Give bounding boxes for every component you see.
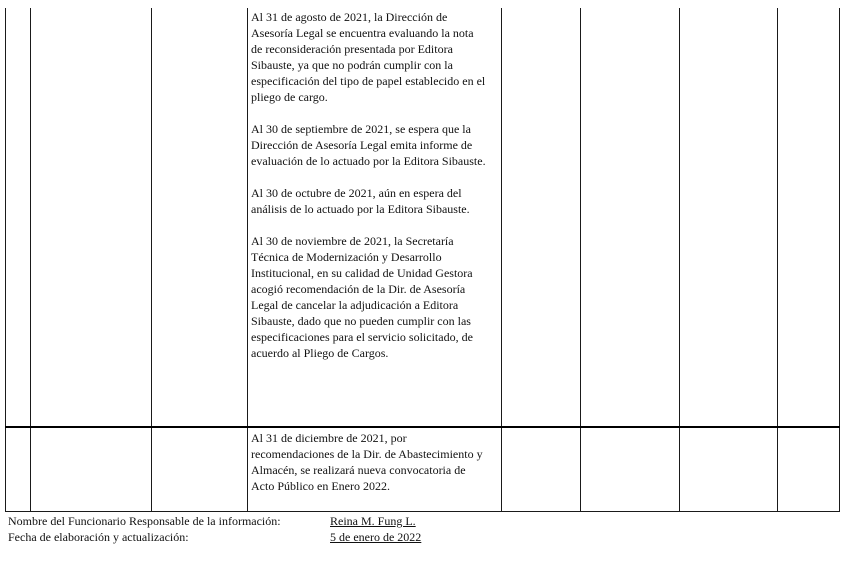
column-border [247, 8, 248, 512]
column-border [501, 8, 502, 512]
responsible-label: Nombre del Funcionario Responsable de la información: [8, 514, 281, 528]
status-cell-row-1 [251, 9, 501, 361]
date-value: 5 de enero de 2022 [330, 530, 422, 544]
column-border [5, 8, 6, 512]
status-cell-row-2 [251, 430, 501, 494]
status-paragraph: Al 30 de noviembre de 2021, la Secretaría Técnica de Modernización y Desarrollo Institucional, en su calidad de Unidad Gestora acogió recomendación de la Dir. de Asesoría Legal de cancelar la adjudicación a Editora Sibauste, dado que no pueden cumplir con las especificaciones para el servicio solicitado, de acuerdo al Pliego de Cargos. [251, 234, 473, 360]
row-border [5, 511, 840, 512]
column-border [30, 8, 31, 512]
column-border [777, 8, 778, 512]
column-border [679, 8, 680, 512]
column-border [580, 8, 581, 512]
column-border [839, 8, 840, 512]
row-border [5, 426, 840, 428]
status-paragraph: Al 30 de septiembre de 2021, se espera que la Dirección de Asesoría Legal emita informe de evaluación de lo actuado por la Editora Sibauste. [251, 122, 486, 168]
status-paragraph: Al 31 de agosto de 2021, la Dirección de Asesoría Legal se encuentra evaluando la nota de reconsideración presentada por Editora Sibauste, ya que no podrán cumplir con la especificación del tipo de papel establecido en el pliego de cargo. [251, 10, 486, 104]
responsible-name: Reina M. Fung L. [330, 514, 416, 528]
status-paragraph: Al 30 de octubre de 2021, aún en espera del análisis de lo actuado por la Editora Sibauste. [251, 186, 470, 216]
date-label: Fecha de elaboración y actualización: [8, 530, 189, 544]
status-paragraph: Al 31 de diciembre de 2021, por recomendaciones de la Dir. de Abastecimiento y Almacén, se realizará nueva convocatoria de Acto Público en Enero 2022. [251, 431, 483, 493]
column-border [151, 8, 152, 512]
